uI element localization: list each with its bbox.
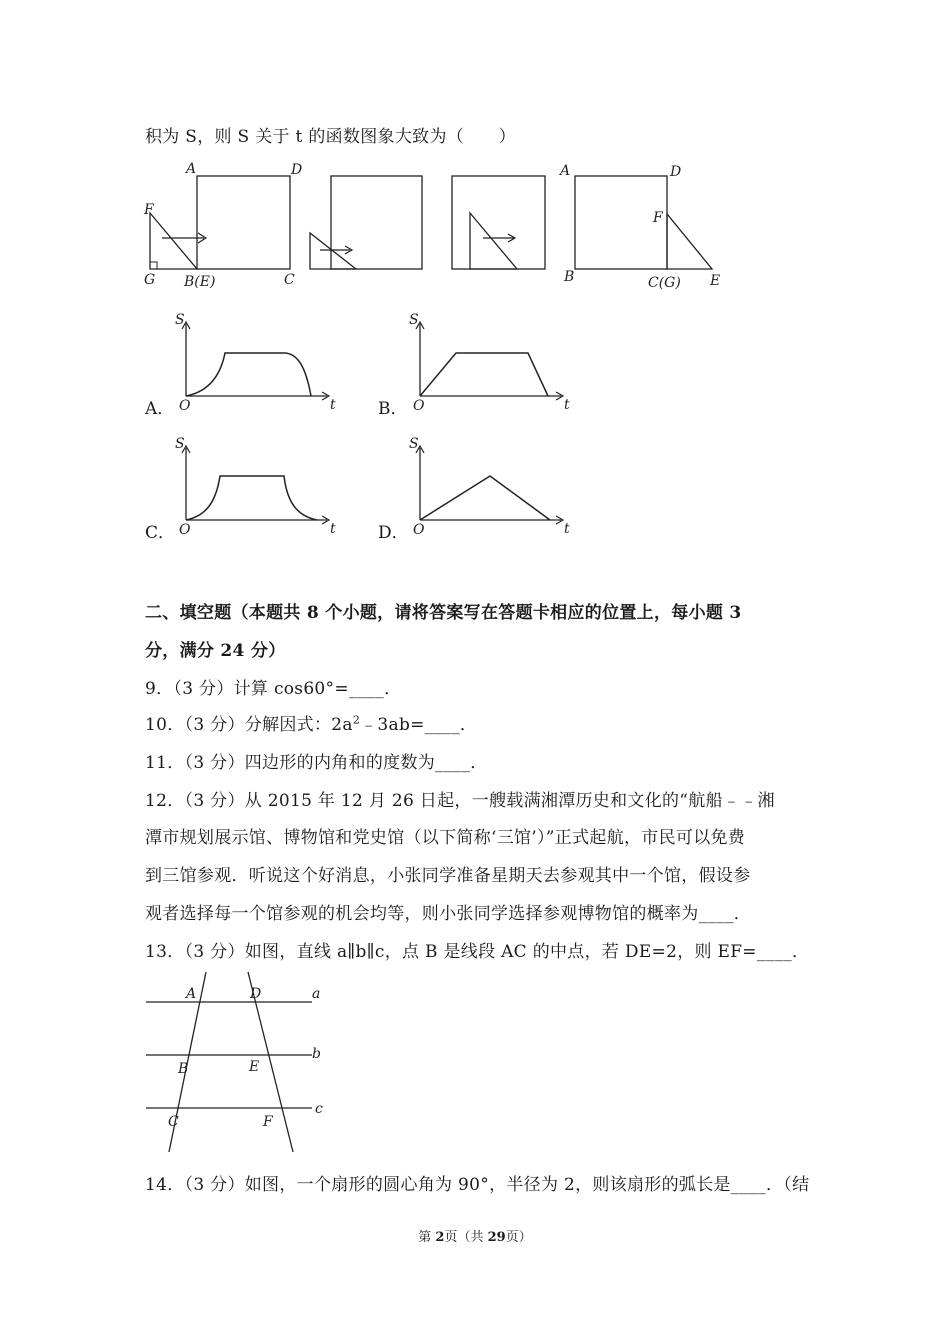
label-C: C xyxy=(168,1114,179,1130)
page-footer: 第 2页（共 29页） xyxy=(418,1230,532,1245)
option-d-graph xyxy=(406,432,576,538)
option-b-t: t xyxy=(564,397,570,413)
label-F: F xyxy=(263,1114,273,1130)
label-F2: F xyxy=(653,210,663,226)
question8-text: 积为 S，则 S 关于 t 的函数图象大致为（ ） xyxy=(145,127,516,147)
label-C: C xyxy=(284,272,295,288)
option-a-s: S xyxy=(175,312,185,328)
label-B: B xyxy=(178,1061,189,1077)
option-b-o: O xyxy=(413,398,425,414)
option-a-o: O xyxy=(179,398,191,414)
section2-heading-line2: 分，满分 24 分） xyxy=(145,641,286,661)
option-c-letter: C． xyxy=(145,523,176,543)
label-CG: C(G) xyxy=(648,275,681,291)
question14: 14．（3 分）如图，一个扇形的圆心角为 90°，半径为 2，则该扇形的弧长是____．（结 xyxy=(145,1175,810,1195)
option-c-s: S xyxy=(175,436,185,452)
label-D: D xyxy=(291,162,303,178)
question12-line1: 12．（3 分）从 2015 年 12 月 26 日起，一艘载满湘潭历史和文化的“航船﹣﹣湘 xyxy=(145,791,775,811)
q13-parallel-lines-figure xyxy=(140,970,340,1160)
label-F: F xyxy=(144,202,154,218)
question12-line2: 潭市规划展示馆、博物馆和党史馆（以下简称‘三馆’）”正式起航，市民可以免费 xyxy=(145,828,746,848)
label-b: b xyxy=(312,1046,321,1062)
label-a: a xyxy=(312,986,321,1002)
label-A2: A xyxy=(560,163,571,179)
option-c-o: O xyxy=(179,522,191,538)
option-c-graph xyxy=(172,432,342,538)
label-G: G xyxy=(144,272,156,288)
question13: 13．（3 分）如图，直线 a∥b∥c，点 B 是线段 AC 的中点，若 DE=2，则 EF=____． xyxy=(145,942,810,962)
q8-motion-figure xyxy=(140,158,740,298)
section2-heading-line1: 二、填空题（本题共 8 个小题，请将答案写在答题卡相应的位置上，每小题 3 xyxy=(145,603,742,623)
option-d-s: S xyxy=(409,436,419,452)
option-d-t: t xyxy=(564,521,570,537)
label-E: E xyxy=(249,1059,260,1075)
option-d-o: O xyxy=(413,522,425,538)
option-d-letter: D． xyxy=(378,523,409,543)
option-a-letter: A． xyxy=(145,399,175,419)
question12-line4: 观者选择每一个馆参观的机会均等，则小张同学选择参观博物馆的概率为____． xyxy=(145,904,752,924)
label-E2: E xyxy=(710,273,721,289)
label-A: A xyxy=(186,986,197,1002)
option-b-graph xyxy=(406,308,576,414)
option-b-letter: B． xyxy=(378,399,408,419)
option-c-t: t xyxy=(330,521,336,537)
question9: 9．（3 分）计算 cos60°=____． xyxy=(145,679,402,699)
option-a-graph xyxy=(172,308,342,414)
question12-line3: 到三馆参观．听说这个好消息，小张同学准备星期天去参观其中一个馆，假设参 xyxy=(145,866,751,886)
label-A: A xyxy=(186,161,197,177)
label-BE: B(E) xyxy=(184,274,216,290)
label-c: c xyxy=(315,1101,323,1117)
option-a-t: t xyxy=(330,397,336,413)
label-D2: D xyxy=(670,164,682,180)
option-b-s: S xyxy=(409,312,419,328)
label-B2: B xyxy=(564,269,575,285)
label-D: D xyxy=(250,986,262,1002)
question11: 11．（3 分）四边形的内角和的度数为____． xyxy=(145,753,488,773)
question10: 10．（3 分）分解因式：$2a^2﹣3ab=\_\_\_\_$． xyxy=(145,713,478,735)
